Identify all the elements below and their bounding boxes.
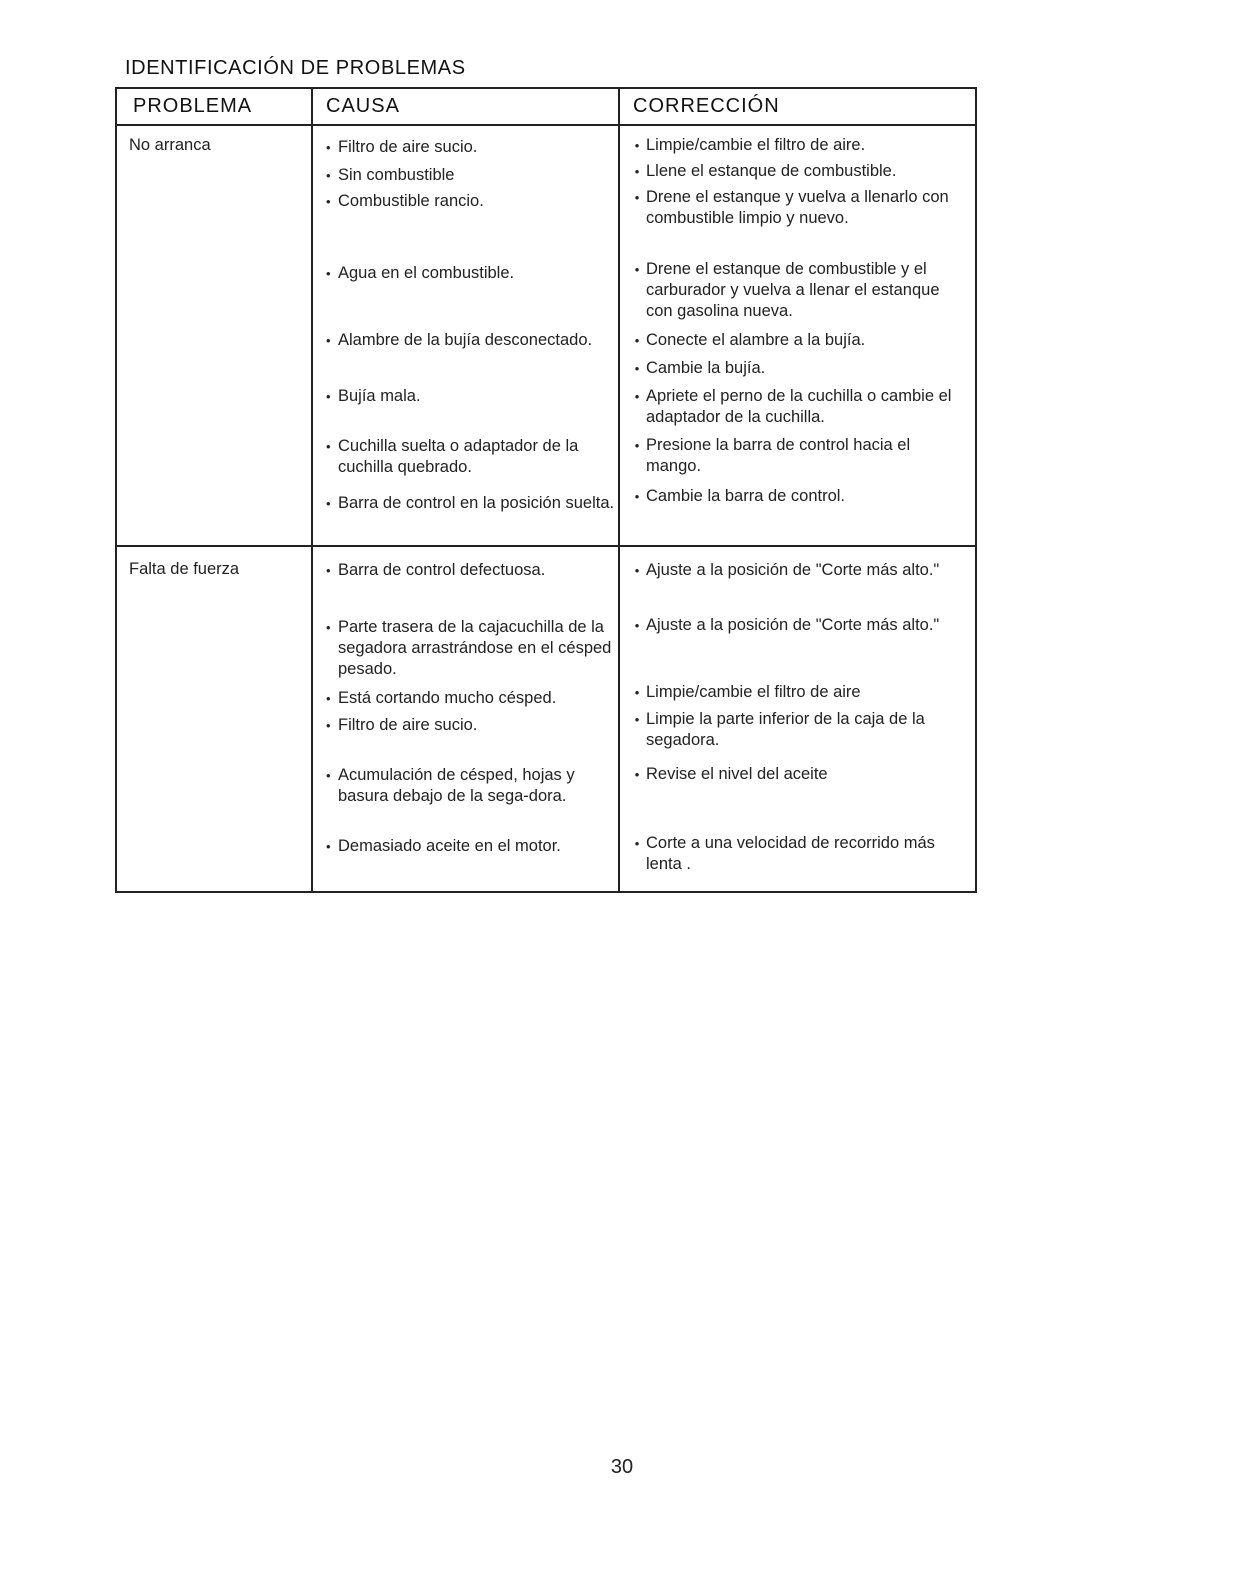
cause-item: • Agua en el combustible.: [326, 263, 618, 284]
header-problema: PROBLEMA: [133, 95, 253, 117]
troubleshooting-table: [115, 87, 977, 893]
problem-falta-de-fuerza: Falta de fuerza: [129, 560, 240, 578]
column-divider-1: [311, 87, 313, 893]
cause-item: • Barra de control defectuosa.: [326, 560, 618, 581]
correction-item: • Limpie/cambie el filtro de aire.: [628, 135, 968, 156]
correction-item: • Llene el estanque de combustible.: [628, 161, 968, 182]
correction-item: • Limpie la parte inferior de la caja de la segadora.: [628, 709, 968, 751]
header-causa: CAUSA: [326, 95, 400, 117]
page-title: IDENTIFICACIÓN DE PROBLEMAS: [125, 57, 466, 79]
header-bottom-border: [115, 124, 977, 126]
correction-item: • Drene el estanque de combustible y el carburador y vuelva a llenar el estanque con gasolina nueva.: [628, 259, 968, 322]
table-left-border: [115, 87, 117, 893]
cause-item: • Demasiado aceite en el motor.: [326, 836, 618, 857]
correction-item: • Presione la barra de control hacia el mango.: [628, 435, 968, 477]
correction-item: • Drene el estanque y vuelva a llenarlo con combustible limpio y nuevo.: [628, 187, 968, 229]
correction-item: • Ajuste a la posición de "Corte más alto.": [628, 560, 968, 581]
cause-item: • Combustible rancio.: [326, 191, 618, 212]
table-top-border: [115, 87, 977, 89]
table-right-border: [975, 87, 977, 893]
cause-item: • Bujía mala.: [326, 386, 618, 407]
cause-item: • Sin combustible: [326, 165, 618, 186]
cause-item: • Alambre de la bujía desconectado.: [326, 330, 618, 351]
cause-item: • Filtro de aire sucio.: [326, 715, 618, 736]
correction-item: • Conecte el alambre a la bujía.: [628, 330, 968, 351]
cause-item: • Filtro de aire sucio.: [326, 137, 618, 158]
correction-item: • Revise el nivel del aceite: [628, 764, 968, 785]
correction-item: • Ajuste a la posición de "Corte más alto.": [628, 615, 968, 636]
cause-item: • Acumulación de césped, hojas y basura debajo de la sega-dora.: [326, 765, 618, 807]
correction-item: • Cambie la bujía.: [628, 358, 968, 379]
table-bottom-border: [115, 891, 977, 893]
cause-item: • Parte trasera de la cajacuchilla de la segadora arrastrándose en el césped pesado.: [326, 617, 618, 680]
correction-item: • Corte a una velocidad de recorrido más lenta .: [628, 833, 968, 875]
problem-no-arranca: No arranca: [129, 136, 211, 154]
cause-item: • Está cortando mucho césped.: [326, 688, 618, 709]
cause-item: • Cuchilla suelta o adaptador de la cuchilla quebrado.: [326, 436, 618, 478]
page-number: 30: [610, 1456, 634, 1478]
row-divider: [115, 545, 977, 547]
cause-item: • Barra de control en la posición suelta.: [326, 493, 618, 514]
header-correccion: CORRECCIÓN: [633, 95, 780, 117]
correction-item: • Cambie la barra de control.: [628, 486, 968, 507]
column-divider-2: [618, 87, 620, 893]
correction-item: • Limpie/cambie el filtro de aire: [628, 682, 968, 703]
correction-item: • Apriete el perno de la cuchilla o cambie el adaptador de la cuchilla.: [628, 386, 968, 428]
